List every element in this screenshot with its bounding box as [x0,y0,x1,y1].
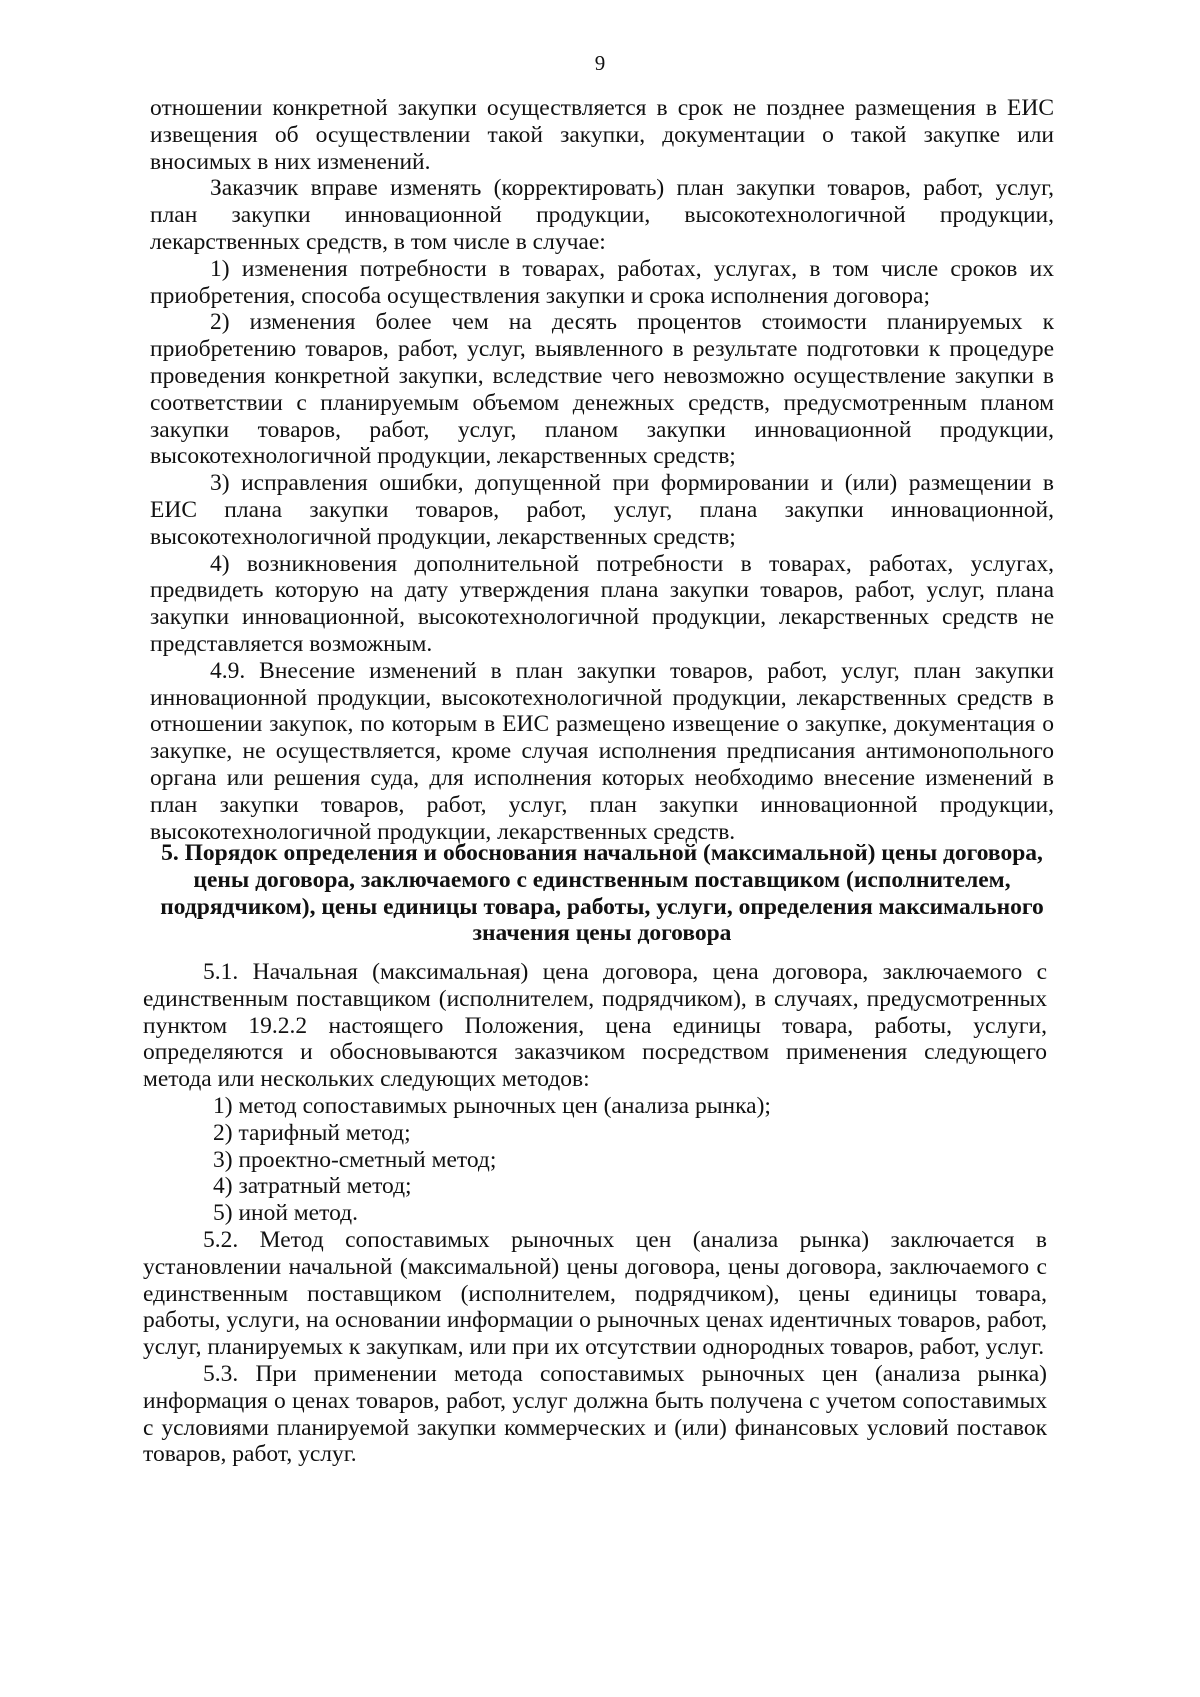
clause-paragraph: 5.2. Метод сопоставимых рыночных цен (анализа рынка) заключается в установлении начальной (максимальной) цены договора, цены договора, заключаемого с единственным поставщиком (исполнителем, подрядчиком), цены единицы товара, работы, услуги, на основании информации о рыночных ценах идентичных товаров, работ, услуг, планируемых к закупкам, или при их отсутствии однородных товаров, работ, услуг. [143,1226,1047,1361]
body-text-top [150,95,1054,845]
method-list-item: 3) проектно-сметный метод; [213,1146,497,1173]
list-paragraph: 1) изменения потребности в товарах, работах, услугах, в том числе сроков их приобретения, способа осуществления закупки и срока исполнения договора; [150,255,1054,309]
method-list-item: 1) метод сопоставимых рыночных цен (анализа рынка); [213,1092,771,1119]
paragraph: отношении конкретной закупки осуществляется в срок не позднее размещения в ЕИС извещения об осуществлении такой закупки, документации о такой закупке или вносимых в них изменений. [150,95,1054,175]
page-number: 9 [594,51,606,75]
clause-paragraph: 4.9. Внесение изменений в план закупки товаров, работ, услуг, план закупки инновационной продукции, высокотехнологичной продукции, лекарственных средств в отношении закупок, по которым в ЕИС размещено извещение о закупке, документация о закупке, не осуществляется, кроме случая исполнения предписания антимонопольного органа или решения суда, для исполнения которых необходимо внесение изменений в план закупки товаров, работ, услуг, план закупки инновационной продукции, высокотехнологичной продукции, лекарственных средств. [150,657,1054,845]
method-list-item: 5) иной метод. [213,1200,358,1227]
body-text-bottom [143,959,1047,1468]
list-paragraph: 3) исправления ошибки, допущенной при формировании и (или) размещении в ЕИС плана закупки товаров, работ, услуг, плана закупки инновационной, высокотехнологичной продукции, лекарственных средств; [150,470,1054,550]
method-list-item: 4) затратный метод; [213,1173,412,1200]
paragraph: Заказчик вправе изменять (корректировать) план закупки товаров, работ, услуг, план закупки инновационной продукции, высокотехнологичной продукции, лекарственных средств, в том числе в случае: [150,175,1054,255]
section-heading: 5. Порядок определения и обоснования начальной (максимальной) цены договора, цены договора, заключаемого с единственным поставщиком (исполнителем, подрядчиком), цены единицы товара, работы, услуги, определения максимального значения цены договора [160,840,1044,947]
list-paragraph: 2) изменения более чем на десять процентов стоимости планируемых к приобретению товаров, работ, услуг, выявленного в результате подготовки к процедуре проведения конкретной закупки, вследствие чего невозможно осуществление закупки в соответствии с планируемым объемом денежных средств, предусмотренным планом закупки товаров, работ, услуг, планом закупки инновационной продукции, высокотехнологичной продукции, лекарственных средств; [150,309,1054,470]
clause-paragraph: 5.1. Начальная (максимальная) цена договора, цена договора, заключаемого с единственным поставщиком (исполнителем, подрядчиком), в случаях, предусмотренных пунктом 19.2.2 настоящего Положения, цена единицы товара, работы, услуги, определяются и обосновываются заказчиком посредством применения следующего метода или нескольких следующих методов: [143,959,1047,1093]
clause-paragraph: 5.3. При применении метода сопоставимых рыночных цен (анализа рынка) информация о ценах товаров, работ, услуг должна быть получена с учетом сопоставимых с условиями планируемой закупки коммерческих и (или) финансовых условий поставок товаров, работ, услуг. [143,1360,1047,1468]
list-paragraph: 4) возникновения дополнительной потребности в товарах, работах, услугах, предвидеть которую на дату утверждения плана закупки товаров, работ, услуг, плана закупки инновационной, высокотехнологичной продукции, лекарственных средств не представляется возможным. [150,550,1054,657]
method-list-item: 2) тарифный метод; [213,1119,411,1146]
